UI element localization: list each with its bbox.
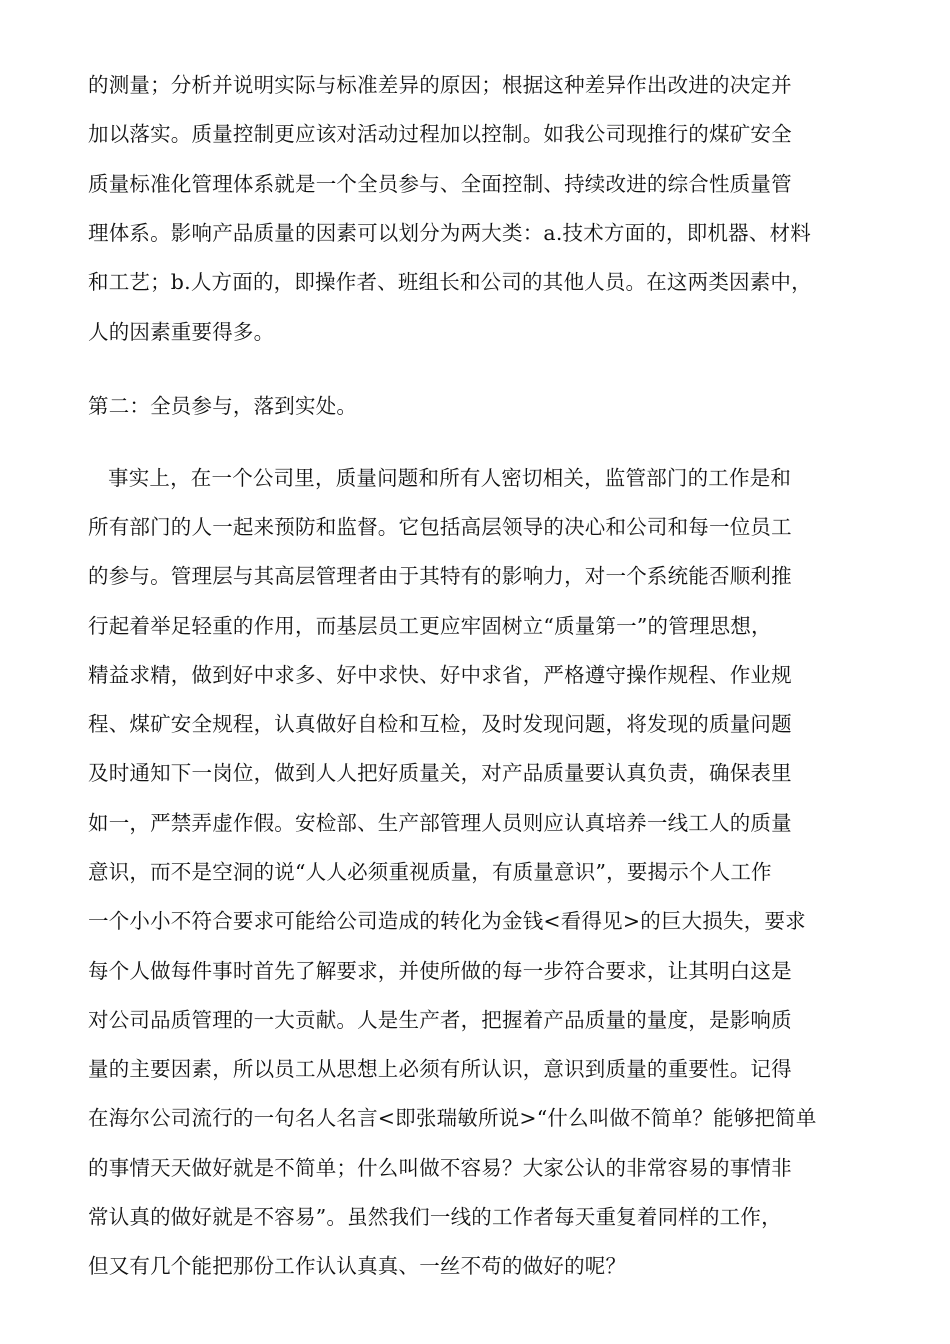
paragraph-2-line-13: 量的主要因素，所以员工从思想上必须有所认识，意识到质量的重要性。记得 bbox=[88, 1057, 792, 1081]
paragraph-2-line-14: 在海尔公司流行的一句名人名言<即张瑞敏所说>“什么叫做不简单？能够把简单 bbox=[88, 1106, 817, 1130]
paragraph-2-line-1: 事实上，在一个公司里，质量问题和所有人密切相关，监管部门的工作是和 bbox=[108, 466, 792, 490]
paragraph-2-line-11: 每个人做每件事时首先了解要求，并使所做的每一步符合要求，让其明白这是 bbox=[88, 959, 792, 983]
paragraph-2-line-16: 常认真的做好就是不容易”。虽然我们一线的工作者每天重复着同样的工作， bbox=[88, 1205, 782, 1229]
paragraph-2-line-6: 程、煤矿安全规程，认真做好自检和互检，及时发现问题，将发现的质量问题 bbox=[88, 712, 792, 736]
paragraph-1-line-6: 人的因素重要得多。 bbox=[88, 320, 275, 344]
paragraph-2-line-17: 但又有几个能把那份工作认认真真、一丝不苟的做好的呢？ bbox=[88, 1254, 627, 1278]
paragraph-2-line-5: 精益求精，做到好中求多、好中求快、好中求省，严格遵守操作规程、作业规 bbox=[88, 663, 792, 687]
paragraph-2-line-7: 及时通知下一岗位，做到人人把好质量关，对产品质量要认真负责，确保表里 bbox=[88, 761, 792, 785]
paragraph-2-line-15: 的事情天天做好就是不简单；什么叫做不容易？大家公认的非常容易的事情非 bbox=[88, 1156, 792, 1180]
paragraph-2-line-9: 意识，而不是空洞的说“人人必须重视质量，有质量意识”，要揭示个人工作 bbox=[88, 860, 772, 884]
paragraph-2-line-2: 所有部门的人一起来预防和监督。它包括高层领导的决心和公司和每一位员工 bbox=[88, 515, 792, 539]
paragraph-2-line-3: 的参与。管理层与其高层管理者由于其特有的影响力，对一个系统能否顺利推 bbox=[88, 564, 792, 588]
paragraph-2-line-4: 行起着举足轻重的作用，而基层员工更应牢固树立“质量第一”的管理思想， bbox=[88, 614, 772, 638]
paragraph-1-line-2: 加以落实。质量控制更应该对活动过程加以控制。如我公司现推行的煤矿安全 bbox=[88, 122, 792, 146]
paragraph-2-line-12: 对公司品质管理的一大贡献。人是生产者，把握着产品质量的量度，是影响质 bbox=[88, 1008, 792, 1032]
paragraph-1-line-1: 的测量；分析并说明实际与标准差异的原因；根据这种差异作出改进的决定并 bbox=[88, 73, 792, 97]
paragraph-2-line-10: 一个小小不符合要求可能给公司造成的转化为金钱<看得见>的巨大损失，要求 bbox=[88, 909, 806, 933]
paragraph-1-line-3: 质量标准化管理体系就是一个全员参与、全面控制、持续改进的综合性质量管 bbox=[88, 172, 792, 196]
paragraph-1-line-4: 理体系。影响产品质量的因素可以划分为两大类：a.技术方面的，即机器、材料 bbox=[88, 221, 811, 245]
section-heading: 第二：全员参与，落到实处。 bbox=[88, 394, 358, 418]
paragraph-1-line-5: 和工艺；b.人方面的，即操作者、班组长和公司的其他人员。在这两类因素中， bbox=[88, 270, 812, 294]
paragraph-2-line-8: 如一，严禁弄虚作假。安检部、生产部管理人员则应认真培养一线工人的质量 bbox=[88, 811, 792, 835]
